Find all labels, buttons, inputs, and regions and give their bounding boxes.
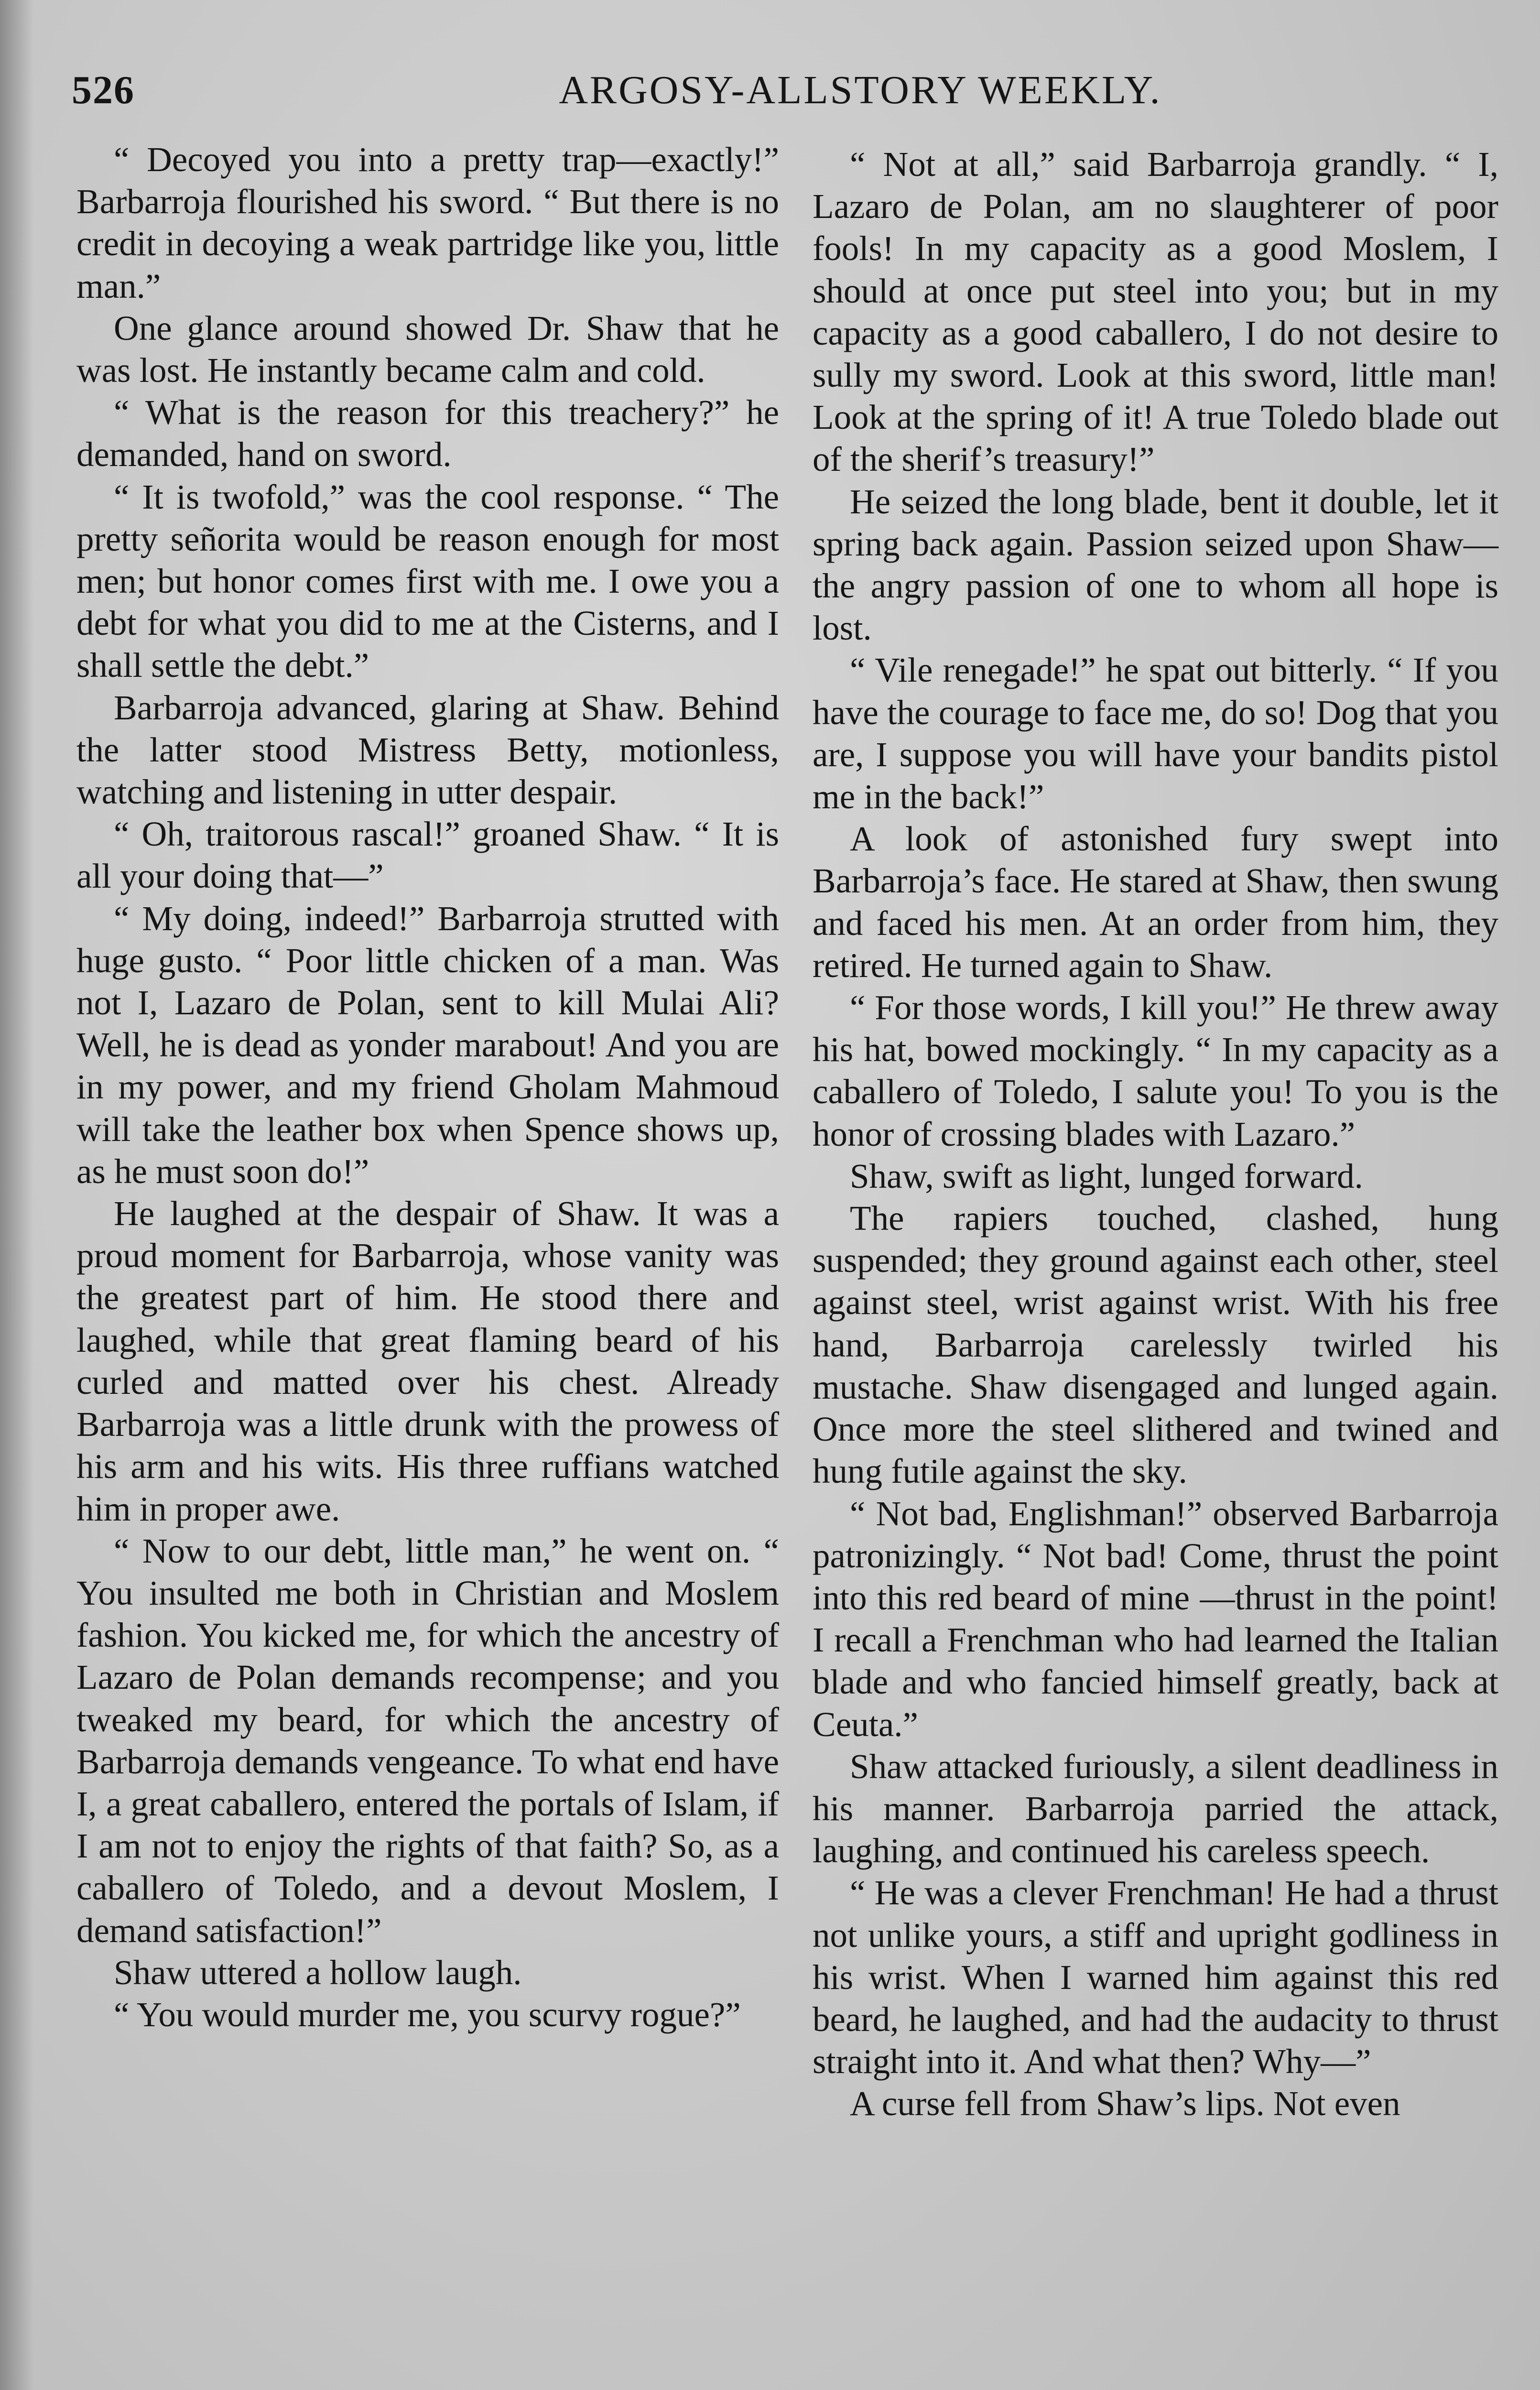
paragraph: The rapiers touched, clashed, hung suspended; they ground against each other, steel against steel, wrist against wrist. With his free hand, Barbarroja carelessly twirled his mustache. Shaw disengaged and lunged again. Once more the steel slithered and twined and hung futile against the sky. xyxy=(813,1199,1498,1491)
page-header xyxy=(72,67,1486,120)
running-title: ARGOSY-ALLSTORY WEEKLY. xyxy=(559,68,1162,112)
spine-shadow xyxy=(0,0,33,2390)
paragraph: Shaw, swift as light, lunged forward. xyxy=(850,1156,1363,1195)
right-column xyxy=(813,143,1498,2125)
paragraph: “ Now to our debt, little man,” he went on. “ You insulted me both in Christian and Moslem fashion. You kicked me, for which the ancestry of Lazaro de Polan demands recompense; and you tweaked my beard, for which the ancestry of Barbarroja demands vengeance. To what end have I, a great caballero, entered the portals of Islam, if I am not to enjoy the rights of that faith? So, as a caballero of Toledo, and a devout Moslem, I demand satisfaction!” xyxy=(76,1531,779,1950)
paragraph: “ Oh, traitorous rascal!” groaned Shaw. “ It is all your doing that—” xyxy=(76,815,779,896)
paragraph: A curse fell from Shaw’s lips. Not even xyxy=(850,2084,1400,2123)
paragraph: “ It is twofold,” was the cool response. “ The pretty señorita would be reason enough for most men; but honor comes first with me. I owe you a debt for what you did to me at the Cisterns, and I shall settle the debt.” xyxy=(76,477,779,685)
paragraph: “ Not bad, Englishman!” observed Barbarroja patronizingly. “ Not bad! Come, thrust the point into this red beard of mine —thrust in the point! I recall a Frenchman who had learned the Italian blade and who fancied himself greatly, back at Ceuta.” xyxy=(813,1494,1498,1744)
paragraph: “ For those words, I kill you!” He threw away his hat, bowed mockingly. “ In my capacity as a caballero of Toledo, I salute you! To you is the honor of crossing blades with Lazaro.” xyxy=(813,988,1498,1153)
paragraph: He seized the long blade, bent it double, let it spring back again. Passion seized upon Shaw—the angry passion of one to whom all hope is lost. xyxy=(813,482,1498,648)
paragraph: Barbarroja advanced, glaring at Shaw. Behind the latter stood Mistress Betty, motionless, watching and listening in utter despair. xyxy=(76,688,779,812)
paragraph: Shaw uttered a hollow laugh. xyxy=(114,1953,522,1992)
page-number: 526 xyxy=(72,68,135,112)
paragraph: “ Not at all,” said Barbarroja grandly. “ I, Lazaro de Polan, am no slaughterer of poor fools! In my capacity as a good Moslem, I should at once put steel into you; but in my capacity as a good caballero, I do not desire to sully my sword. Look at this sword, little man! Look at the spring of it! A true Toledo blade out of the sherif’s treasury!” xyxy=(813,145,1498,479)
paragraph: “ Vile renegade!” he spat out bitterly. “ If you have the courage to face me, do so! Dog that you are, I suppose you will have your bandits pistol me in the back!” xyxy=(813,651,1498,816)
paragraph: Shaw attacked furiously, a silent deadliness in his manner. Barbarroja parried the attack, laughing, and continued his careless speech. xyxy=(813,1747,1498,1870)
paragraph: He laughed at the despair of Shaw. It was a proud moment for Barbarroja, whose vanity was the greatest part of him. He stood there and laughed, while that great flaming beard of his curled and matted over his chest. Already Barbarroja was a little drunk with the prowess of his arm and his wits. His three ruffians watched him in proper awe. xyxy=(76,1194,779,1528)
paragraph: One glance around showed Dr. Shaw that he was lost. He instantly became calm and cold. xyxy=(76,308,779,390)
paragraph: “ He was a clever Frenchman! He had a thrust not unlike yours, a stiff and upright godliness in his wrist. When I warned him against this red beard, he laughed, and had the audacity to thrust straight into it. And what then? Why—” xyxy=(813,1873,1498,2081)
paragraph: “ What is the reason for this treachery?” he demanded, hand on sword. xyxy=(76,393,779,474)
paragraph: A look of astonished fury swept into Barbarroja’s face. He stared at Shaw, then swung and faced his men. At an order from him, they retired. He turned again to Shaw. xyxy=(813,819,1498,985)
paragraph: “ You would murder me, you scurvy rogue?” xyxy=(114,1995,741,2034)
paragraph: “ Decoyed you into a pretty trap—exactly!” Barbarroja flourished his sword. “ But there is no credit in decoying a weak partridge like you, little man.” xyxy=(76,140,779,305)
paragraph: “ My doing, indeed!” Barbarroja strutted with huge gusto. “ Poor little chicken of a man. Was not I, Lazaro de Polan, sent to kill Mulai Ali? Well, he is dead as yonder marabout! And you are in my power, and my friend Gholam Mahmoud will take the leather box when Spence shows up, as he must soon do!” xyxy=(76,899,779,1191)
left-column xyxy=(76,139,779,2036)
